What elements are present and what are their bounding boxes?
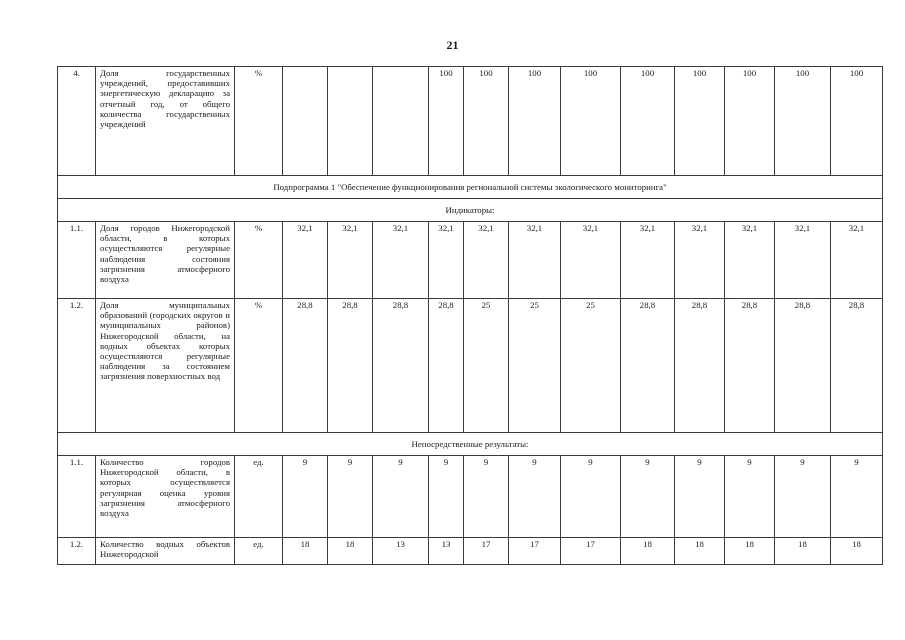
indicator-name: Доля государственных учреждений, предоставивших энергетическую декларацию за отчетный год, от общего количества государственных учреждений	[96, 67, 235, 176]
value-cell: 28,8	[283, 299, 328, 433]
value-cell: 32,1	[464, 222, 509, 299]
value-cell: 9	[464, 456, 509, 538]
value-cell: 17	[561, 538, 621, 565]
value-cell: 9	[675, 456, 725, 538]
value-cell	[283, 67, 328, 176]
section-title: Подпрограмма 1 "Обеспечение функционирования региональной системы экологического мониторинга"	[58, 176, 883, 199]
value-cell: 9	[775, 456, 831, 538]
value-cell: 32,1	[775, 222, 831, 299]
value-cell: 28,8	[675, 299, 725, 433]
value-cell: 25	[561, 299, 621, 433]
page-number: 21	[446, 38, 459, 52]
indicator-name: Количество водных объектов Нижегородской	[96, 538, 235, 565]
value-cell: 18	[328, 538, 373, 565]
section-row	[58, 176, 883, 199]
section-row	[58, 433, 883, 456]
indicator-name: Количество городов Нижегородской области, в которых осуществляется регулярная оценка уровня загрязнения атмосферного воздуха	[96, 456, 235, 538]
value-cell: 100	[725, 67, 775, 176]
section-row	[58, 199, 883, 222]
value-cell: 100	[775, 67, 831, 176]
value-cell: 9	[831, 456, 883, 538]
value-cell: 32,1	[561, 222, 621, 299]
indicators-table	[57, 66, 883, 565]
value-cell: 28,8	[725, 299, 775, 433]
row-number: 1.2.	[58, 538, 96, 565]
unit-cell: %	[235, 222, 283, 299]
value-cell: 18	[675, 538, 725, 565]
unit-cell: ед.	[235, 456, 283, 538]
value-cell: 25	[509, 299, 561, 433]
row-number: 1.2.	[58, 299, 96, 433]
value-cell: 28,8	[328, 299, 373, 433]
table-row	[58, 67, 883, 176]
value-cell: 9	[561, 456, 621, 538]
row-number: 1.1.	[58, 222, 96, 299]
table-body	[58, 67, 883, 565]
value-cell: 28,8	[373, 299, 429, 433]
row-number: 1.1.	[58, 456, 96, 538]
table-row	[58, 456, 883, 538]
value-cell: 100	[429, 67, 464, 176]
value-cell: 28,8	[429, 299, 464, 433]
indicator-name: Доля муниципальных образований (городских округов и муниципальных районов) Нижегородской области, на водных объектах которых осуществляются регулярные наблюдения за состоянием загрязнения поверхностных вод	[96, 299, 235, 433]
value-cell: 17	[509, 538, 561, 565]
table-row	[58, 538, 883, 565]
value-cell	[328, 67, 373, 176]
value-cell: 9	[621, 456, 675, 538]
value-cell: 100	[675, 67, 725, 176]
value-cell: 18	[283, 538, 328, 565]
value-cell: 9	[328, 456, 373, 538]
value-cell: 9	[429, 456, 464, 538]
value-cell: 9	[509, 456, 561, 538]
table-row	[58, 222, 883, 299]
table-row	[58, 299, 883, 433]
value-cell: 32,1	[831, 222, 883, 299]
value-cell: 13	[429, 538, 464, 565]
section-title: Непосредственные результаты:	[58, 433, 883, 456]
value-cell: 100	[464, 67, 509, 176]
value-cell: 32,1	[509, 222, 561, 299]
value-cell: 100	[831, 67, 883, 176]
value-cell: 18	[621, 538, 675, 565]
unit-cell: %	[235, 67, 283, 176]
row-number: 4.	[58, 67, 96, 176]
value-cell: 28,8	[621, 299, 675, 433]
unit-cell: %	[235, 299, 283, 433]
value-cell: 13	[373, 538, 429, 565]
value-cell: 100	[561, 67, 621, 176]
value-cell: 100	[509, 67, 561, 176]
value-cell: 9	[283, 456, 328, 538]
value-cell: 32,1	[373, 222, 429, 299]
value-cell: 32,1	[621, 222, 675, 299]
value-cell: 28,8	[775, 299, 831, 433]
value-cell: 18	[725, 538, 775, 565]
value-cell: 32,1	[675, 222, 725, 299]
value-cell: 9	[725, 456, 775, 538]
value-cell	[373, 67, 429, 176]
value-cell: 18	[831, 538, 883, 565]
value-cell: 32,1	[328, 222, 373, 299]
unit-cell: ед.	[235, 538, 283, 565]
value-cell: 100	[621, 67, 675, 176]
value-cell: 32,1	[283, 222, 328, 299]
value-cell: 32,1	[429, 222, 464, 299]
value-cell: 17	[464, 538, 509, 565]
value-cell: 32,1	[725, 222, 775, 299]
value-cell: 25	[464, 299, 509, 433]
value-cell: 18	[775, 538, 831, 565]
value-cell: 28,8	[831, 299, 883, 433]
value-cell: 9	[373, 456, 429, 538]
indicator-name: Доля городов Нижегородской области, в которых осуществляются регулярные наблюдения состояния загрязнения атмосферного воздуха	[96, 222, 235, 299]
section-title: Индикаторы:	[58, 199, 883, 222]
